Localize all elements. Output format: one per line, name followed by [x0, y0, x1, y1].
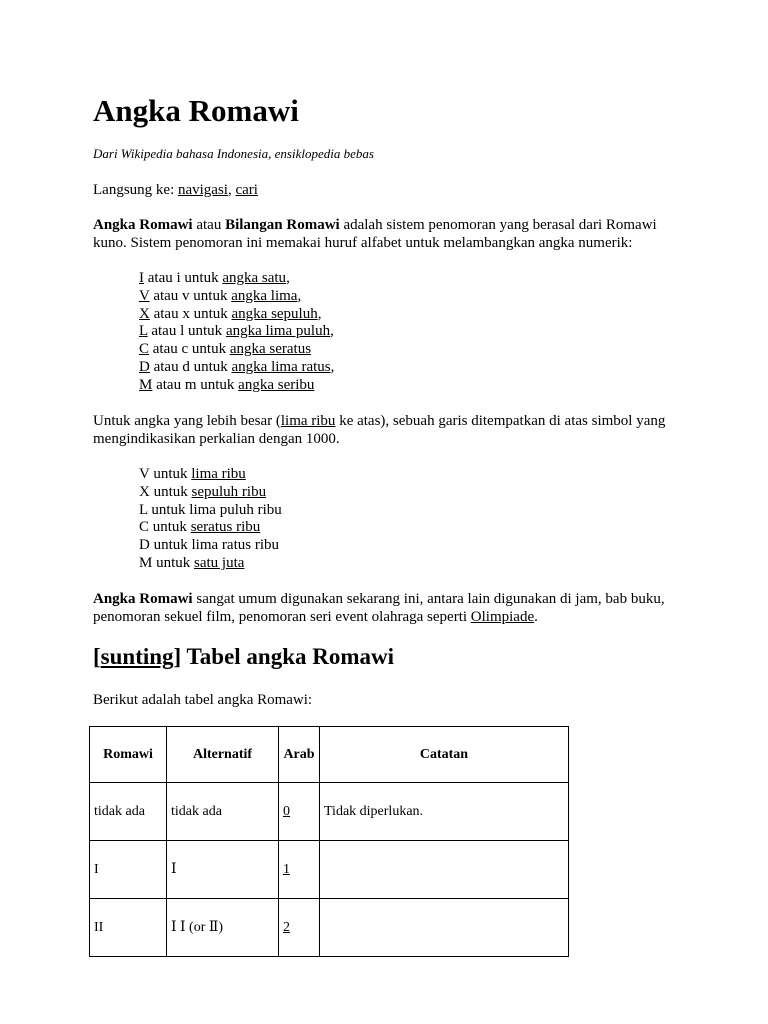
large-symbol: L [139, 501, 148, 518]
table-intro: Berikut adalah tabel angka Romawi: [93, 692, 313, 708]
numeral-letter-link[interactable]: I [139, 270, 144, 286]
header-catatan: Catatan [320, 727, 569, 783]
usage-text-2: . [534, 608, 538, 625]
large-pre: untuk [149, 537, 192, 554]
large-value-text: lima puluh ribu [189, 501, 282, 518]
numeral-letter-link[interactable]: V [139, 287, 150, 304]
large-pre: untuk [149, 466, 192, 482]
list-item [139, 306, 334, 324]
numeral-end: , [330, 323, 334, 340]
jump-link-navigasi[interactable]: navigasi [177, 182, 228, 198]
numeral-value-link[interactable]: angka seribu [238, 376, 315, 393]
list-item [139, 555, 282, 573]
tagline: Dari Wikipedia bahasa Indonesia, ensiklopedia bebas [93, 146, 374, 161]
olimpiade-link[interactable]: Olimpiade [470, 608, 535, 625]
cell-arab [279, 899, 320, 957]
jump-prefix: Langsung ke: [93, 182, 178, 198]
list-item [139, 502, 282, 520]
header-romawi: Romawi [90, 727, 167, 783]
numeral-letter-link[interactable]: X [139, 305, 150, 322]
numeral-value-link[interactable]: angka seratus [229, 341, 312, 358]
list-item [139, 288, 334, 306]
table-header-row [90, 727, 569, 783]
cell-catatan [320, 841, 569, 899]
large-numeral-list [139, 466, 282, 573]
cell-catatan [320, 899, 569, 957]
large-pre: untuk [149, 483, 192, 500]
numeral-end: , [330, 358, 335, 375]
intro-bold-2: Bilangan Romawi [225, 217, 340, 233]
numeral-end: , [297, 287, 302, 304]
numeral-letter-link[interactable]: M [139, 376, 153, 393]
cell-alternatif: Ⅰ Ⅰ (or Ⅱ) [167, 899, 279, 957]
list-item [139, 323, 334, 341]
large-symbol: D [139, 537, 150, 554]
lima-ribu-link[interactable]: lima ribu [280, 413, 336, 429]
intro-text-1: atau [192, 217, 226, 233]
large-symbol: V [139, 466, 150, 482]
large-symbol: M [139, 554, 153, 571]
edit-section-link[interactable]: sunting [100, 644, 174, 669]
usage-text-1: sangat umum digunakan sekarang ini, antara lain digunakan di jam, bab buku, penomoran sekuel film, penomoran seri event olahraga seperti [93, 591, 665, 625]
numeral-text: atau c untuk [149, 341, 230, 358]
numeral-text: atau i untuk [144, 270, 223, 286]
header-arab: Arab [279, 727, 320, 783]
cell-arab [279, 783, 320, 841]
cell-romawi: I [90, 841, 167, 899]
edit-bracket-open: [ [93, 644, 101, 669]
numeral-end: , [286, 270, 290, 286]
cell-alternatif: tidak ada [167, 783, 279, 841]
large-numbers-paragraph [93, 413, 693, 448]
numeral-letter-link[interactable]: L [139, 323, 148, 340]
numeral-text: atau m untuk [152, 376, 239, 393]
numeral-value-link[interactable]: angka lima ratus [231, 358, 331, 375]
jump-links [93, 181, 258, 199]
table-row [90, 899, 569, 957]
large-pre: untuk [149, 519, 191, 536]
large-text-1: Untuk angka yang lebih besar ( [93, 413, 281, 429]
numeral-value-link[interactable]: angka satu [222, 270, 287, 286]
numeral-text: atau x untuk [149, 305, 232, 322]
numeral-text: atau v untuk [149, 287, 232, 304]
intro-paragraph [93, 217, 693, 252]
cell-catatan: Tidak diperlukan. [320, 783, 569, 841]
section-title: Tabel angka Romawi [181, 644, 395, 669]
large-value-link[interactable]: lima ribu [191, 466, 246, 482]
arab-number-link[interactable]: 1 [283, 861, 290, 877]
arab-number-link[interactable]: 2 [283, 919, 290, 935]
large-value-link[interactable]: satu juta [194, 554, 245, 571]
numeral-letter-link[interactable]: C [139, 341, 150, 358]
numeral-list [139, 270, 334, 395]
roman-numeral-table [89, 726, 569, 957]
numeral-end: , [317, 305, 322, 322]
list-item [139, 377, 334, 395]
cell-arab [279, 841, 320, 899]
large-symbol: C [139, 519, 150, 536]
list-item [139, 484, 282, 502]
list-item [139, 537, 282, 555]
numeral-letter-link[interactable]: D [139, 358, 150, 375]
cell-romawi: II [90, 899, 167, 957]
list-item [139, 341, 334, 359]
arab-number-link[interactable]: 0 [283, 803, 290, 819]
large-symbol: X [139, 483, 150, 500]
table-row [90, 841, 569, 899]
section-heading [93, 643, 394, 671]
list-item [139, 519, 282, 537]
jump-separator: , [227, 182, 236, 198]
list-item [139, 270, 334, 288]
header-alternatif: Alternatif [167, 727, 279, 783]
numeral-value-link[interactable]: angka lima [231, 287, 298, 304]
numeral-text: atau d untuk [149, 358, 232, 375]
large-value-link[interactable]: seratus ribu [190, 519, 261, 536]
page-title: Angka Romawi [93, 93, 299, 128]
jump-link-cari[interactable]: cari [235, 182, 258, 198]
list-item [139, 359, 334, 377]
large-text-2: ke atas), sebuah garis ditempatkan di atas simbol yang mengindikasikan perkalian dengan 1000. [93, 413, 666, 447]
usage-bold: Angka Romawi [93, 591, 193, 607]
large-value-link[interactable]: sepuluh ribu [191, 483, 267, 500]
cell-romawi: tidak ada [90, 783, 167, 841]
intro-text-2: adalah sistem penomoran yang berasal dari Romawi kuno. Sistem penomoran ini memakai huruf alfabet untuk melambangkan angka numerik: [93, 217, 657, 251]
numeral-value-link[interactable]: angka lima puluh [225, 323, 331, 340]
edit-bracket-close: ] [173, 644, 182, 669]
numeral-text: atau l untuk [147, 323, 226, 340]
cell-alternatif: Ⅰ [167, 841, 279, 899]
numeral-value-link[interactable]: angka sepuluh [231, 305, 318, 322]
large-pre: untuk [152, 554, 195, 571]
table-row [90, 783, 569, 841]
list-item [139, 466, 282, 484]
usage-paragraph [93, 591, 693, 626]
large-pre: untuk [147, 501, 190, 518]
intro-bold-1: Angka Romawi [93, 217, 193, 233]
large-value-text: lima ratus ribu [191, 537, 279, 554]
